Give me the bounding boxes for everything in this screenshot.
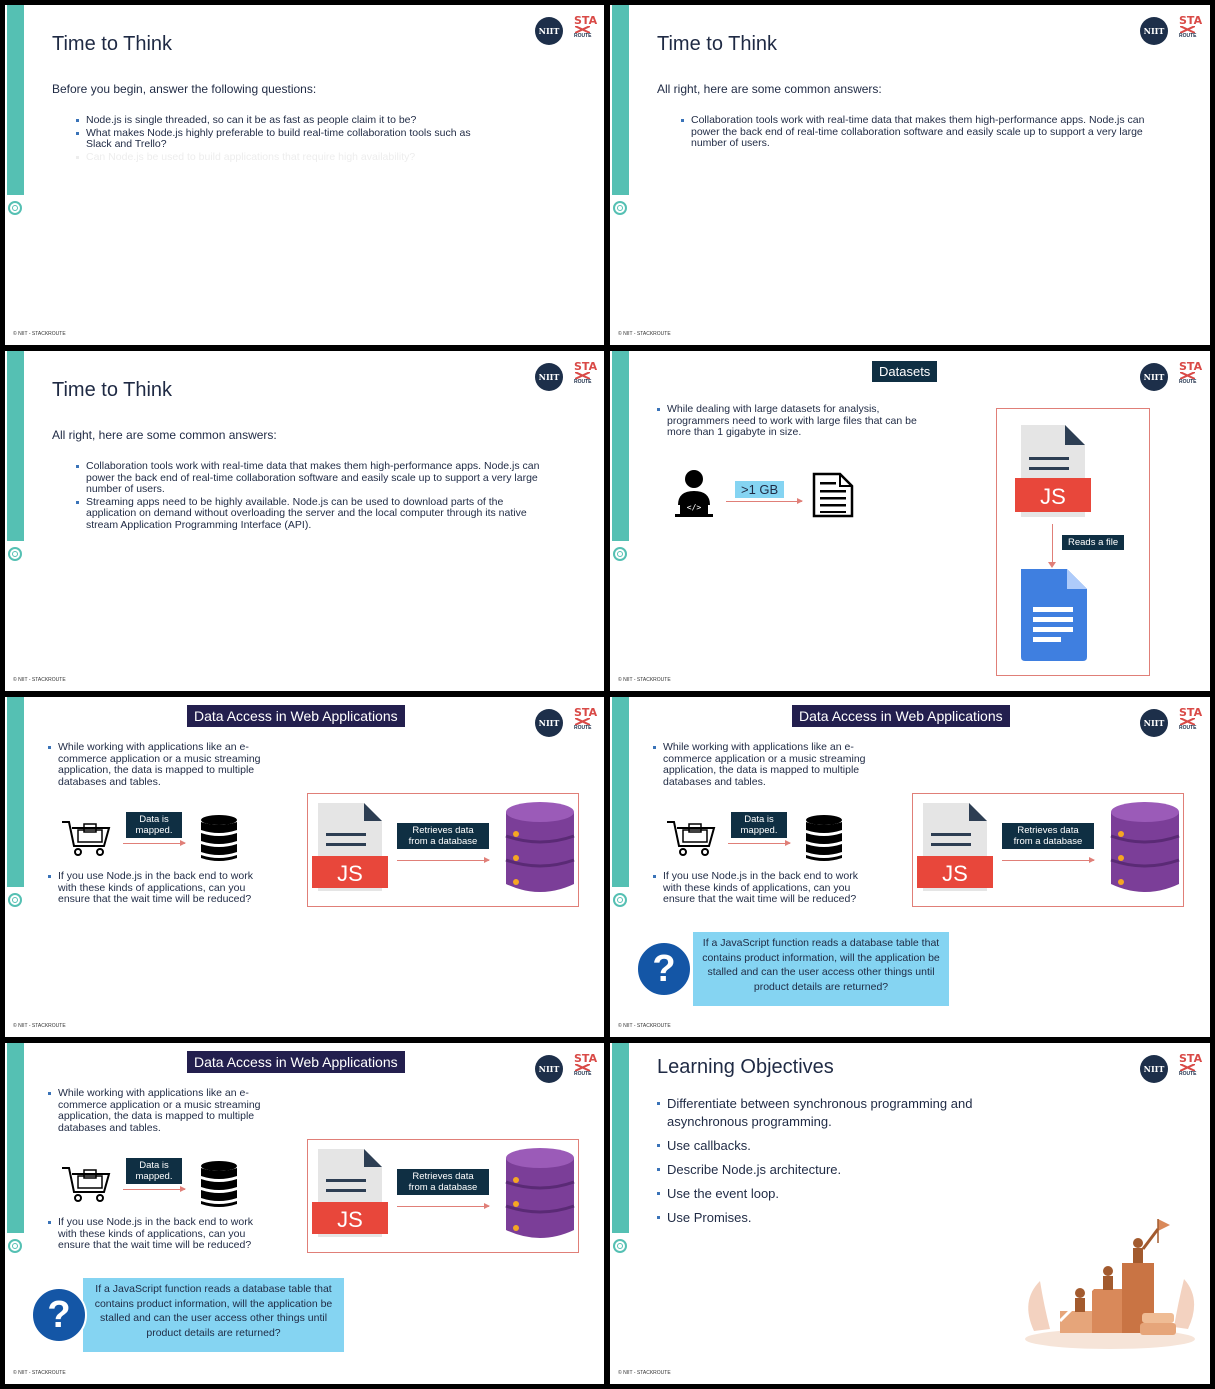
slide-8 <box>610 1043 1210 1384</box>
context-list <box>47 1088 262 1135</box>
purple-database-icon <box>504 800 576 896</box>
niit-logo: NIIT <box>535 363 563 391</box>
niit-logo: NIIT <box>535 17 563 45</box>
list-item: Streaming apps need to be highly available. Node.js can be used to download parts of the application on demand without overloading the server and the local computer through its native stream Application Programming Interface (API). <box>75 497 555 532</box>
footer: © NIIT - STACKROUTE <box>618 677 671 683</box>
niit-logo: NIIT <box>1140 709 1168 737</box>
reads-file-label: Reads a file <box>1062 535 1124 550</box>
js-file-icon <box>917 801 993 893</box>
connector-line <box>1052 524 1053 564</box>
js-file-icon <box>1015 423 1091 519</box>
data-mapped-label: Data is mapped. <box>126 1158 182 1184</box>
shopping-cart-icon <box>60 1164 112 1204</box>
slide-title: Time to Think <box>52 379 173 401</box>
accent-bar <box>7 1043 24 1233</box>
niit-logo: NIIT <box>1140 1055 1168 1083</box>
question-mark-icon: ? <box>636 941 692 997</box>
niit-logo: NIIT <box>535 1055 563 1083</box>
footer: © NIIT - STACKROUTE <box>618 1370 671 1376</box>
slide-3 <box>5 351 604 691</box>
slide-2 <box>610 5 1210 345</box>
list-item: Node.js is single threaded, so can it be as fast as people claim it to be? <box>75 115 495 127</box>
list-item: If you use Node.js in the back end to work with these kinds of applications, can you ensure that the wait time will be reduced? <box>652 871 867 906</box>
niit-logo: NIIT <box>1140 17 1168 45</box>
stackroute-logo: STA ROUTE <box>574 1052 598 1077</box>
list-item: Use callbacks. <box>656 1137 976 1155</box>
footer: © NIIT - STACKROUTE <box>13 1023 66 1029</box>
slide-title: Data Access in Web Applications <box>187 1051 405 1073</box>
slide-4 <box>610 351 1210 691</box>
accent-bar <box>612 697 629 887</box>
arrow <box>123 1189 185 1190</box>
purple-database-icon <box>1109 800 1181 896</box>
question-list <box>652 871 867 907</box>
slide-intro: All right, here are some common answers: <box>657 82 882 96</box>
purple-database-icon <box>504 1146 576 1242</box>
stackroute-logo: STA ROUTE <box>574 360 598 385</box>
footer: © NIIT - STACKROUTE <box>618 331 671 337</box>
retrieves-data-label: Retrieves data from a database <box>397 1169 489 1195</box>
database-icon <box>200 1160 238 1210</box>
slide-title: Datasets <box>872 361 937 382</box>
google-doc-icon <box>1017 567 1089 663</box>
ring-icon <box>613 893 627 907</box>
list-item: What makes Node.js highly preferable to build real-time collaboration tools such as Slack and Trello? <box>75 128 495 151</box>
slide-intro: All right, here are some common answers: <box>52 428 277 442</box>
list-item: Differentiate between synchronous programming and asynchronous programming. <box>656 1095 976 1131</box>
js-label: JS <box>1040 484 1066 509</box>
answer-list <box>680 115 1155 151</box>
programmer-icon <box>672 469 717 519</box>
slide-title: Learning Objectives <box>657 1056 834 1078</box>
svg-text:</>: </> <box>686 503 702 512</box>
data-mapped-label: Data is mapped. <box>126 812 182 838</box>
stackroute-logo: STA ROUTE <box>1179 360 1203 385</box>
shopping-cart-icon <box>665 818 717 858</box>
size-label: >1 GB <box>735 481 784 498</box>
list-item: While working with applications like an e-commerce application or a music streaming application, the data is mapped to multiple databases and tables. <box>47 742 262 788</box>
list-item: While working with applications like an e-commerce application or a music streaming application, the data is mapped to multiple databases and tables. <box>47 1088 262 1134</box>
question-list <box>47 1217 262 1253</box>
stackroute-logo: STA ROUTE <box>1179 14 1203 39</box>
arrow <box>728 843 790 844</box>
stackroute-logo: STA ROUTE <box>574 706 598 731</box>
slide-title: Data Access in Web Applications <box>187 705 405 727</box>
footer: © NIIT - STACKROUTE <box>13 1370 66 1376</box>
ring-icon <box>613 1239 627 1253</box>
stackroute-logo: STA ROUTE <box>574 14 598 39</box>
accent-bar <box>7 5 24 195</box>
objectives-list <box>656 1095 976 1233</box>
arrow <box>726 501 802 502</box>
footer: © NIIT - STACKROUTE <box>13 331 66 337</box>
stackroute-logo: STA ROUTE <box>1179 706 1203 731</box>
slide-title: Data Access in Web Applications <box>792 705 1010 727</box>
list-item: If you use Node.js in the back end to work with these kinds of applications, can you ensure that the wait time will be reduced? <box>47 871 262 906</box>
slide-title: Time to Think <box>657 33 778 55</box>
arrow <box>1002 860 1094 861</box>
ring-icon <box>613 201 627 215</box>
arrow <box>397 860 489 861</box>
retrieves-data-label: Retrieves data from a database <box>1002 823 1094 849</box>
niit-logo: NIIT <box>535 709 563 737</box>
arrow <box>397 1206 489 1207</box>
footer: © NIIT - STACKROUTE <box>618 1023 671 1029</box>
accent-bar <box>7 697 24 887</box>
ring-icon <box>613 547 627 561</box>
teamwork-illustration <box>1020 1211 1200 1351</box>
list-item: Can Node.js be used to build applications that require high availability? <box>75 152 495 164</box>
arrow <box>123 843 185 844</box>
list-item: Use the event loop. <box>656 1185 976 1203</box>
slide-1 <box>5 5 604 345</box>
accent-bar <box>612 1043 629 1233</box>
slide-intro: Before you begin, answer the following questions: <box>52 82 317 96</box>
list-item: Collaboration tools work with real-time data that makes them high-performance apps. Node.js can power the back end of real-time collaboration software and easily scale up to support a very large number of users. <box>680 115 1155 150</box>
shopping-cart-icon <box>60 818 112 858</box>
question-mark-icon: ? <box>31 1287 87 1343</box>
answer-list <box>75 461 555 532</box>
database-icon <box>200 814 238 864</box>
database-icon <box>805 814 843 864</box>
js-label: JS <box>337 1207 363 1232</box>
accent-bar <box>612 5 629 195</box>
ring-icon <box>8 1239 22 1253</box>
slide-title: Time to Think <box>52 33 173 55</box>
dataset-list <box>656 404 926 440</box>
list-item: If you use Node.js in the back end to work with these kinds of applications, can you ensure that the wait time will be reduced? <box>47 1217 262 1252</box>
list-item: While dealing with large datasets for analysis, programmers need to work with large files that can be more than 1 gigabyte in size. <box>656 404 926 439</box>
context-list <box>652 742 867 789</box>
js-file-icon <box>312 1147 388 1239</box>
stackroute-logo: STA ROUTE <box>1179 1052 1203 1077</box>
slide-6 <box>610 697 1210 1037</box>
question-list <box>47 871 262 907</box>
list-item: While working with applications like an e-commerce application or a music streaming application, the data is mapped to multiple databases and tables. <box>652 742 867 788</box>
context-list <box>47 742 262 789</box>
list-item: Use Promises. <box>656 1209 976 1227</box>
footer: © NIIT - STACKROUTE <box>13 677 66 683</box>
niit-logo: NIIT <box>1140 363 1168 391</box>
list-item: Describe Node.js architecture. <box>656 1161 976 1179</box>
question-callout: If a JavaScript function reads a database table that contains product information, will the application be stalled and can the user access other things until product details are returned? <box>83 1278 344 1352</box>
js-label: JS <box>942 861 968 886</box>
js-label: JS <box>337 861 363 886</box>
list-item: Collaboration tools work with real-time data that makes them high-performance apps. Node.js can power the back end of real-time collaboration software and easily scale up to support a very large number of users. <box>75 461 555 496</box>
accent-bar <box>612 351 629 541</box>
ring-icon <box>8 893 22 907</box>
question-callout: If a JavaScript function reads a database table that contains product information, will the application be stalled and can the user access other things until product details are returned? <box>693 932 949 1006</box>
question-list <box>75 115 495 164</box>
slide-5 <box>5 697 604 1037</box>
document-icon <box>812 472 854 518</box>
ring-icon <box>8 547 22 561</box>
accent-bar <box>7 351 24 541</box>
js-file-icon <box>312 801 388 893</box>
ring-icon <box>8 201 22 215</box>
slide-7 <box>5 1043 604 1384</box>
data-mapped-label: Data is mapped. <box>731 812 787 838</box>
retrieves-data-label: Retrieves data from a database <box>397 823 489 849</box>
